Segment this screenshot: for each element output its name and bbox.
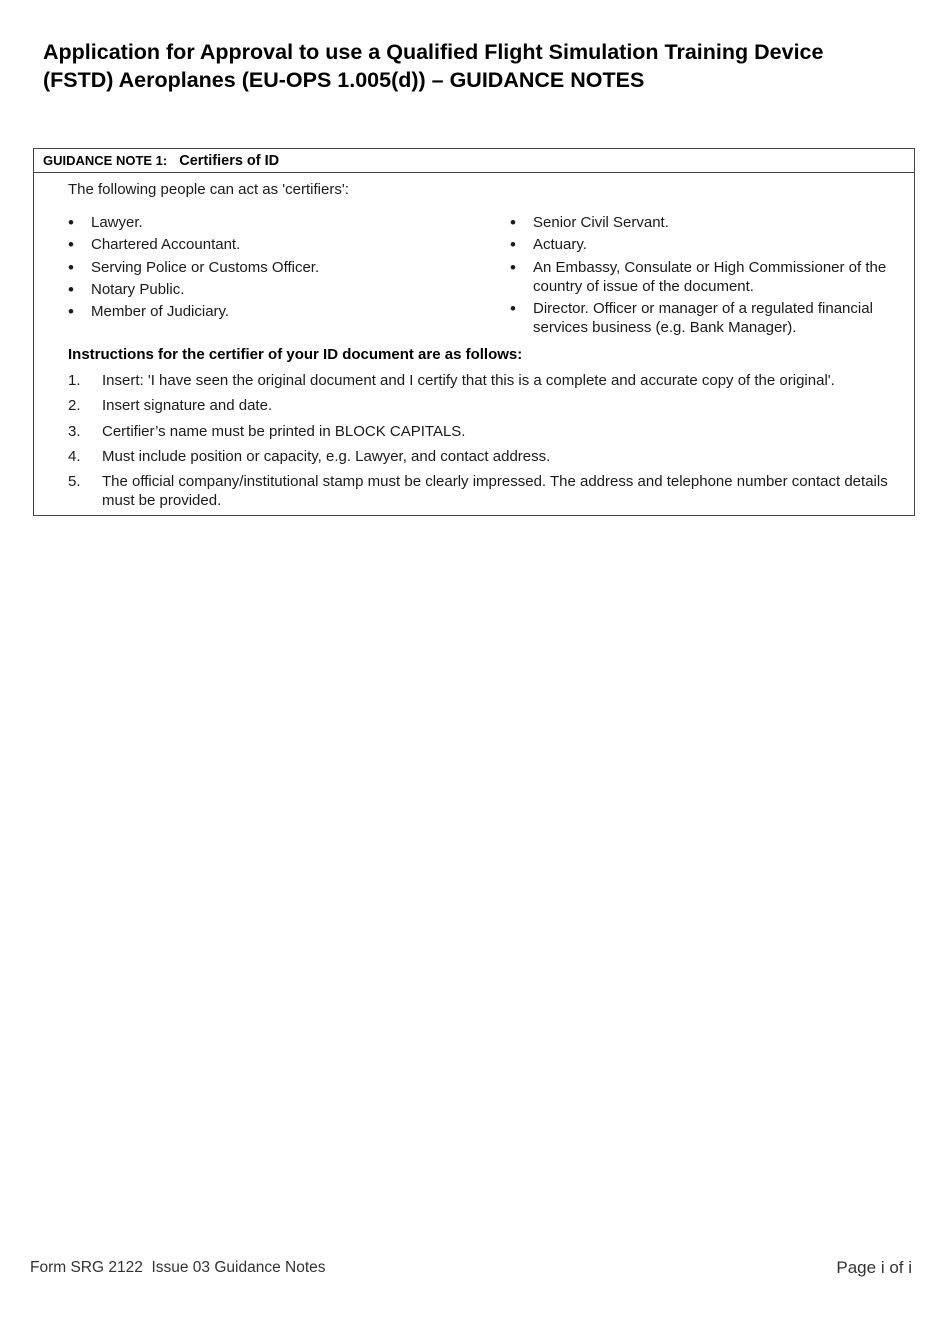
certifiers-list-left <box>68 213 488 324</box>
guidance-note-label: GUIDANCE NOTE 1: <box>43 153 168 168</box>
certifiers-intro: The following people can act as 'certifiers': <box>68 181 349 198</box>
instruction-number: 1. <box>68 372 81 389</box>
instruction-item <box>68 396 914 415</box>
certifier-item: • Senior Civil Servant. <box>510 213 913 232</box>
certifier-item: • Actuary. <box>510 235 913 254</box>
certifier-item: • Director. Officer or manager of a regulated financial services business (e.g. Bank Manager). <box>510 299 913 337</box>
guidance-note-title: Certifiers of ID <box>179 152 280 169</box>
footer-page-number: Page i of i <box>836 1258 912 1277</box>
instruction-text: Certifier’s name must be printed in BLOCK CAPITALS. <box>102 422 466 440</box>
guidance-note-header <box>34 149 914 173</box>
instruction-number: 5. <box>68 473 81 491</box>
document-title <box>43 38 923 94</box>
instruction-text: Must include position or capacity, e.g. Lawyer, and contact address. <box>102 447 551 465</box>
certifier-item: • Lawyer. <box>68 213 488 232</box>
instructions-heading: Instructions for the certifier of your ID document are as follows: <box>68 346 523 363</box>
certifier-item: • An Embassy, Consulate or High Commissioner of the country of issue of the document. <box>510 258 913 296</box>
certifier-item: • Member of Judiciary. <box>68 302 488 321</box>
instruction-item <box>68 371 914 390</box>
footer-form-reference: Form SRG 2122 Issue 03 Guidance Notes <box>30 1259 326 1276</box>
certifier-item: • Serving Police or Customs Officer. <box>68 258 488 277</box>
instruction-text: Insert signature and date. <box>102 397 273 415</box>
certifier-item: • Notary Public. <box>68 280 488 299</box>
instruction-number: 3. <box>68 422 81 440</box>
instructions-list <box>68 371 914 516</box>
instruction-text: Insert: 'I have seen the original document and I certify that this is a complete and accurate copy of the original'. <box>102 372 835 389</box>
document-title-line-2: (FSTD) Aeroplanes (EU-OPS 1.005(d)) – GUIDANCE NOTES <box>43 68 645 92</box>
certifier-item: • Chartered Accountant. <box>68 235 488 254</box>
instruction-number: 2. <box>68 397 81 415</box>
instruction-number: 4. <box>68 447 81 465</box>
document-title-line-1: Application for Approval to use a Qualified Flight Simulation Training Device <box>43 40 824 64</box>
certifiers-list-right <box>510 213 913 340</box>
guidance-note-box <box>33 148 915 516</box>
instruction-item <box>68 472 914 510</box>
instruction-text: The official company/institutional stamp must be clearly impressed. The address and telephone number contact details must be provided. <box>102 473 888 510</box>
instruction-item <box>68 447 914 466</box>
instruction-item <box>68 422 914 441</box>
